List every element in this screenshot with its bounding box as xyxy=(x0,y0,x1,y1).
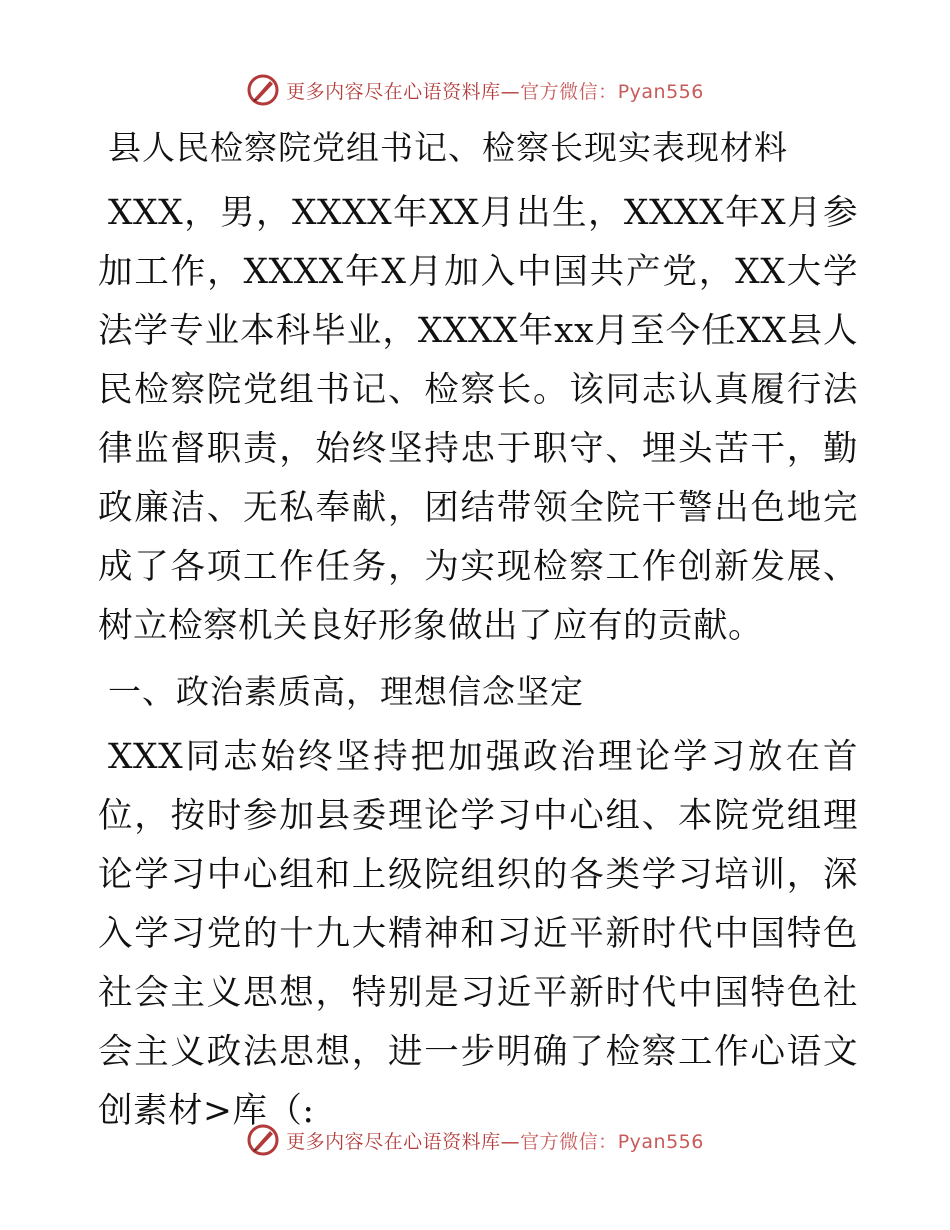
watermark-text: 更多内容尽在心语资料库—官方微信：Pyan556 xyxy=(286,1130,704,1153)
quill-logo-icon xyxy=(246,1123,280,1157)
section-1-heading: 一、政治素质高，理想信念坚定 xyxy=(108,672,584,711)
watermark-text: 更多内容尽在心语资料库—官方微信：Pyan556 xyxy=(286,80,704,103)
document-body xyxy=(98,118,858,1147)
watermark-banner-top xyxy=(0,70,950,110)
quill-logo-icon xyxy=(246,73,280,107)
document-title: 县人民检察院党组书记、检察长现实表现材料 xyxy=(108,128,788,167)
intro-paragraph: XXX，男，XXXX年XX月出生，XXXX年X月参加工作，XXXX年X月加入中国共产党，XX大学法学专业本科毕业，XXXX年xx月至今任XX县人民检察院党组书记、检察长。该同志认真履行法律监督职责，始终坚持忠于职守、埋头苦干，勤政廉洁、无私奉献，团结带领全院干警出色地完成了各项工作任务，为实现检察工作创新发展、树立检察机关良好形象做出了应有的贡献。 xyxy=(98,193,858,646)
section-1-paragraph: XXX同志始终坚持把加强政治理论学习放在首位，按时参加县委理论学习中心组、本院党组理论学习中心组和上级院组织的各类学习培训，深入学习党的十九大精神和习近平新时代中国特色社会主义思想，特别是习近平新时代中国特色社会主义政法思想，进一步明确了检察工作心语文创素材>库（: xyxy=(98,737,858,1131)
watermark-banner-bottom xyxy=(0,1120,950,1160)
